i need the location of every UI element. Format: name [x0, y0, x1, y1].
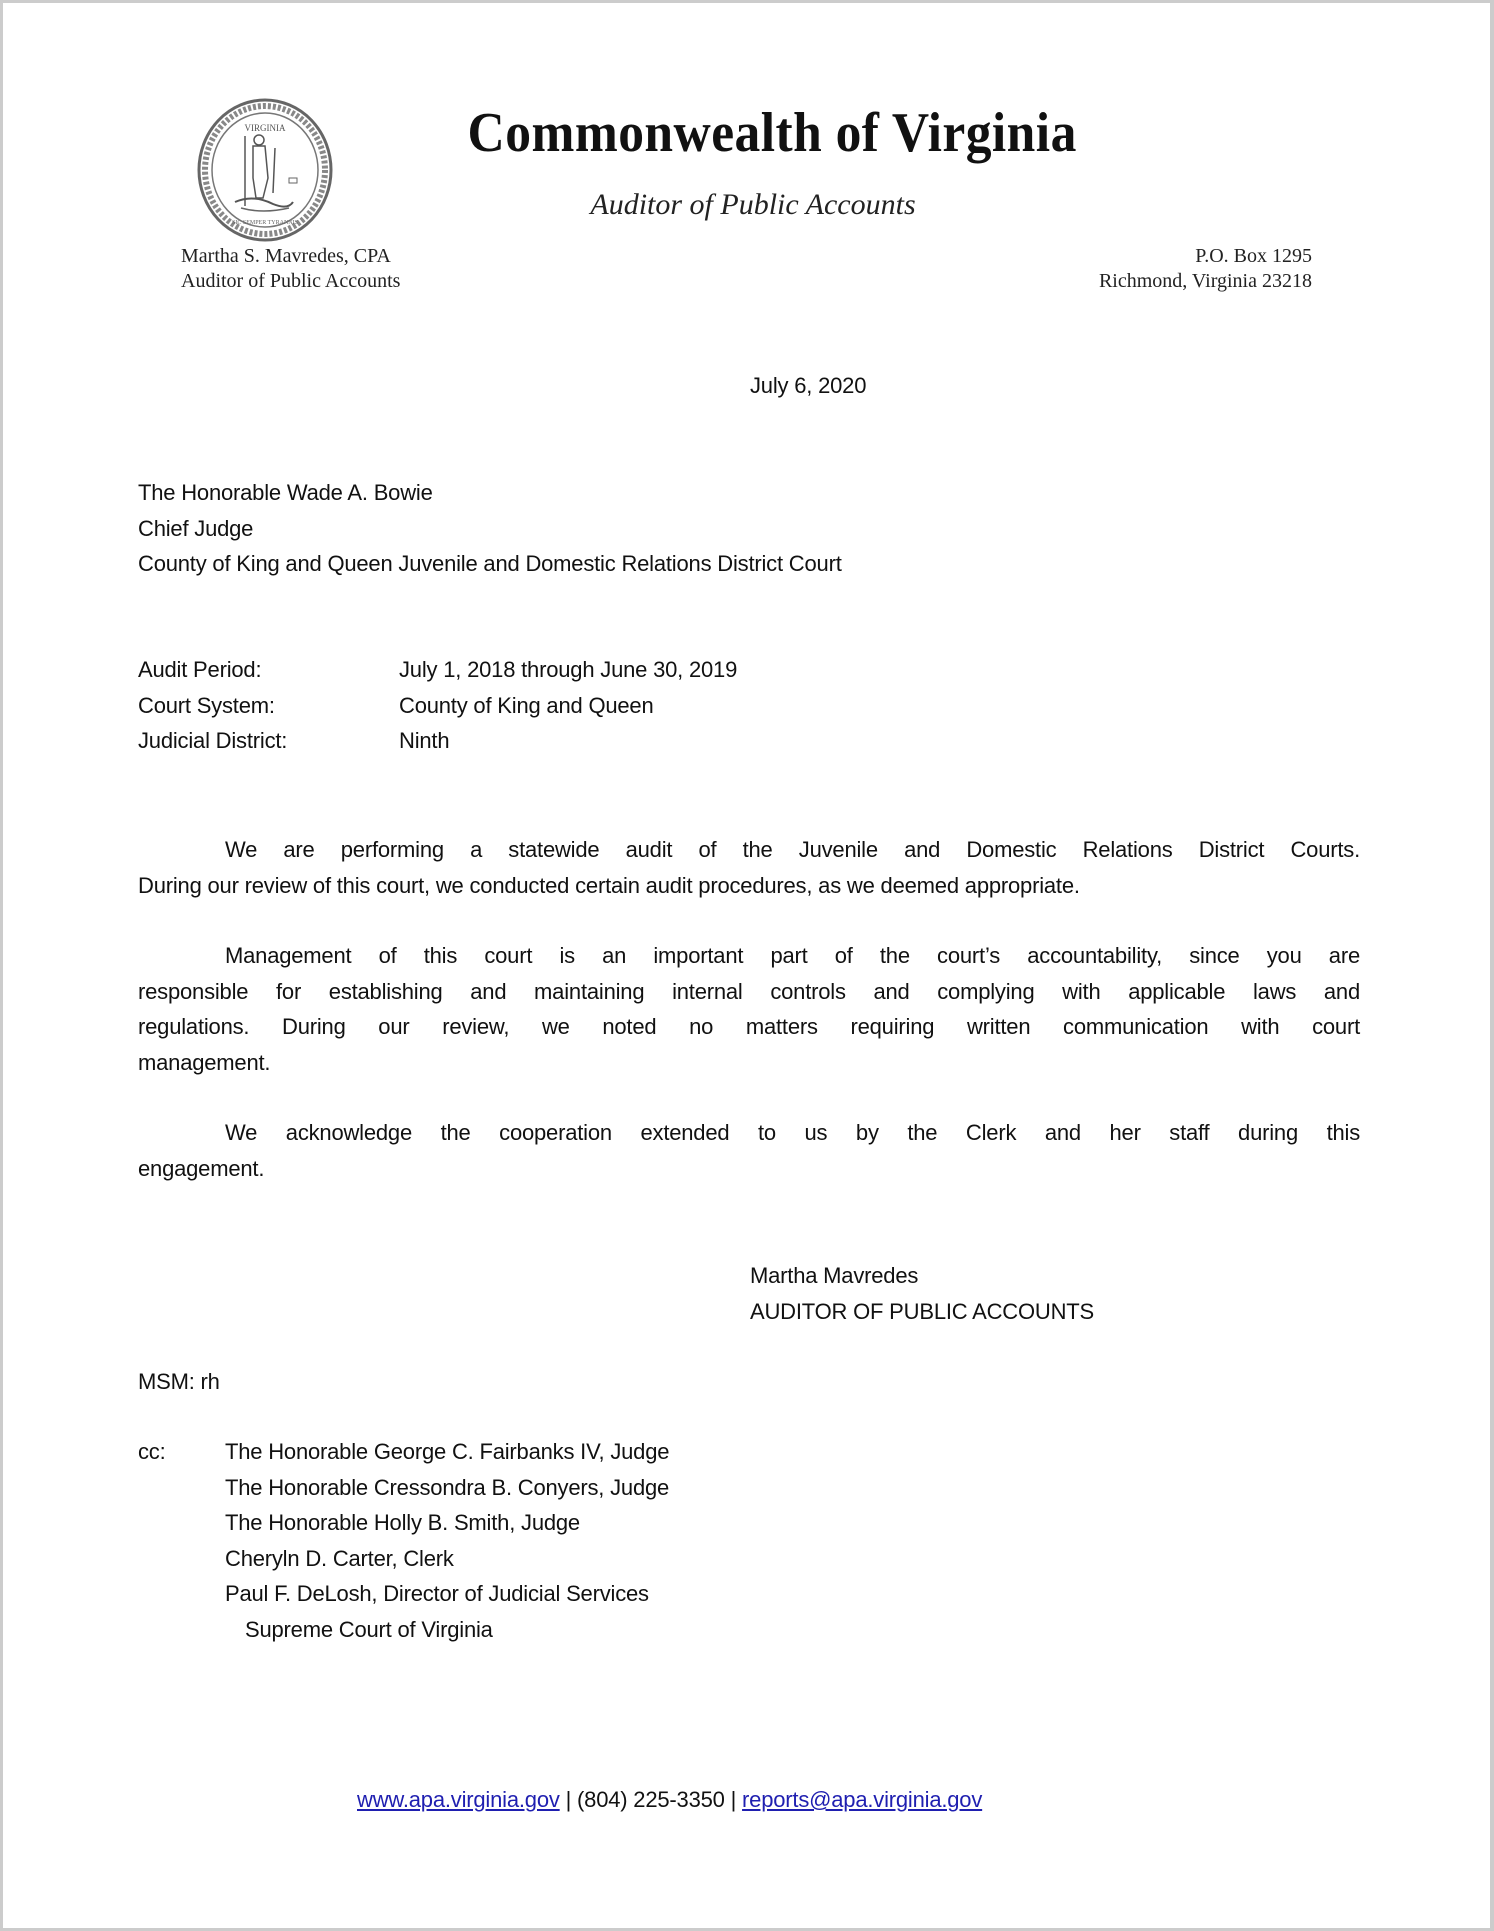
audit-period-value: July 1, 2018 through June 30, 2019 [399, 657, 738, 682]
cc-recipient: Paul F. DeLosh, Director of Judicial Services [225, 1581, 649, 1607]
website-link[interactable]: www.apa.virginia.gov [357, 1787, 560, 1812]
paragraph-line: regulations. During our review, we noted no matters requiring written communication with court [138, 1014, 1360, 1040]
auditor-title: Auditor of Public Accounts [181, 270, 401, 292]
paragraph-3 [138, 1115, 1360, 1186]
letter-date: July 6, 2020 [750, 373, 867, 398]
paragraph-2 [138, 938, 1360, 1080]
cc-row [138, 1434, 669, 1470]
city-state-zip: Richmond, Virginia 23218 [1098, 270, 1312, 292]
cc-row [138, 1470, 669, 1506]
cc-label: cc: [138, 1439, 166, 1464]
signer-name: Martha Mavredes [750, 1263, 919, 1288]
signature-block [750, 1258, 1094, 1329]
court-system-row [138, 688, 737, 724]
cc-row [138, 1576, 669, 1612]
cc-recipient: The Honorable George C. Fairbanks IV, Judge [225, 1439, 670, 1464]
email-link[interactable]: reports@apa.virginia.gov [742, 1787, 983, 1812]
letterhead-subtitle: Auditor of Public Accounts [590, 188, 916, 221]
letterhead-title: Commonwealth of Virginia [467, 102, 1077, 164]
audit-period-label: Audit Period: [138, 657, 262, 682]
cc-spacer [138, 1612, 225, 1648]
recipient-court: County of King and Queen Juvenile and Domestic Relations District Court [138, 551, 842, 577]
paragraph-line: engagement. [138, 1155, 265, 1181]
footer-contact [357, 1782, 982, 1818]
cc-spacer [138, 1470, 225, 1506]
paragraph-line: responsible for establishing and maintaining internal controls and complying with applicable laws and [138, 978, 1360, 1004]
paragraph-line: management. [138, 1049, 271, 1075]
po-box: P.O. Box 1295 [1195, 245, 1312, 267]
auditor-name: Martha S. Mavredes, CPA [181, 245, 391, 267]
court-system-value: County of King and Queen [399, 692, 654, 718]
cc-row [138, 1505, 669, 1541]
footer-separator: | [730, 1787, 737, 1812]
cc-recipient: The Honorable Cressondra B. Conyers, Judge [225, 1474, 670, 1500]
paragraph-line: Management of this court is an important part of the court’s accountability, since you are [225, 943, 1360, 968]
audit-period-row [138, 652, 737, 688]
recipient-title: Chief Judge [138, 515, 254, 541]
paragraph-1 [138, 832, 1360, 903]
virginia-seal-icon [193, 98, 337, 242]
paragraph-line: We are performing a statewide audit of the Juvenile and Domestic Relations District Courts. [225, 837, 1360, 862]
cc-spacer [138, 1505, 225, 1541]
audit-details [138, 652, 737, 759]
court-system-label: Court System: [138, 692, 275, 718]
svg-text:VIRGINIA: VIRGINIA [244, 123, 286, 133]
footer-separator: | [565, 1787, 572, 1812]
phone-number: (804) 225-3350 [577, 1787, 725, 1812]
paragraph-line: We acknowledge the cooperation extended to us by the Clerk and her staff during this [225, 1120, 1360, 1145]
cc-row [138, 1612, 669, 1648]
judicial-district-value: Ninth [399, 728, 450, 754]
cc-recipient-sub: Supreme Court of Virginia [245, 1616, 493, 1642]
mailing-address [1099, 244, 1312, 294]
cc-recipient: Cheryln D. Carter, Clerk [225, 1545, 454, 1571]
cc-list [138, 1434, 669, 1648]
recipient-address [138, 475, 842, 582]
recipient-name: The Honorable Wade A. Bowie [138, 480, 433, 505]
initials: MSM: rh [138, 1369, 220, 1394]
cc-row [138, 1541, 669, 1577]
svg-text:SIC SEMPER TYRANNIS: SIC SEMPER TYRANNIS [232, 220, 298, 226]
cc-recipient: The Honorable Holly B. Smith, Judge [225, 1510, 580, 1536]
signer-title: AUDITOR OF PUBLIC ACCOUNTS [750, 1298, 1094, 1324]
cc-spacer [138, 1576, 225, 1612]
paragraph-line: During our review of this court, we conducted certain audit procedures, as we deemed appropriate. [138, 872, 1080, 898]
judicial-district-row [138, 723, 737, 759]
cc-spacer [138, 1541, 225, 1577]
auditor-info [181, 244, 400, 294]
judicial-district-label: Judicial District: [138, 728, 288, 754]
